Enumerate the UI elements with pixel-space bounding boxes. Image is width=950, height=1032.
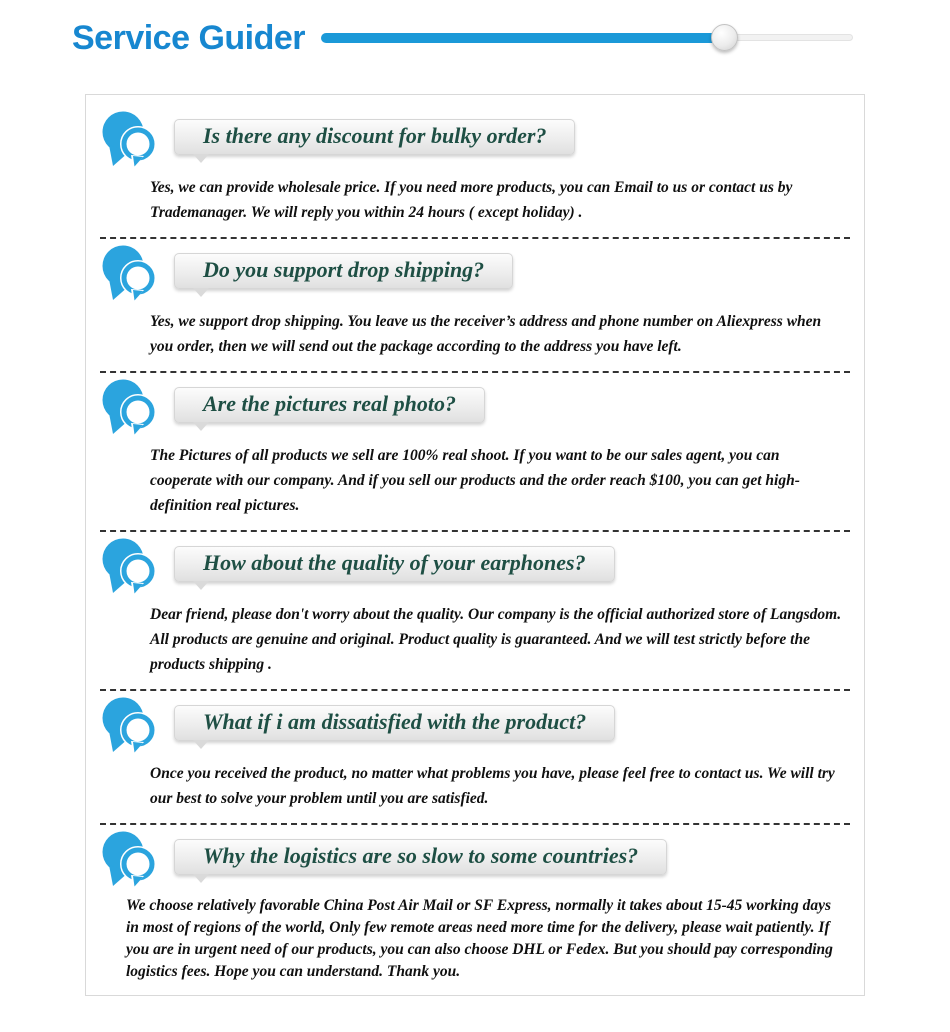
answer-text: Yes, we can provide wholesale price. If you need more products, you can Email to us or contact us by Trademanager. We will reply you within 24 hours ( except holiday) . <box>150 179 793 221</box>
answer-text: Yes, we support drop shipping. You leave us the receiver’s address and phone number on Aliexpress when you order, then we will send out the package according to the address you have left. <box>150 313 822 355</box>
answer-text: The Pictures of all products we sell are 100% real shoot. If you want to be our sales agent, you can cooperate with our company. And if you sell our products and the order reach $100, you can get high-definition real pictures. <box>150 447 800 514</box>
speech-tail-icon <box>193 874 209 883</box>
question-text: What if i am dissatisfied with the product? <box>203 709 587 734</box>
faq-item-header <box>100 538 850 596</box>
chat-bubbles-icon <box>100 245 160 303</box>
faq-panel <box>85 94 865 996</box>
chat-bubbles-icon <box>100 111 160 169</box>
faq-item-header <box>100 245 850 303</box>
slider-knob[interactable] <box>711 24 738 51</box>
answer-text: Dear friend, please don't worry about the quality. Our company is the official authorized store of Langsdom. All products are genuine and original. Product quality is guaranteed. And we will test strictly before the products shipping . <box>150 606 842 673</box>
chat-bubbles-icon <box>100 831 160 889</box>
answer-text: We choose relatively favorable China Post Air Mail or SF Express, normally it takes about 15-45 working days in most of regions of the world, Only few remote areas need more time for the delivery, please wait patiently. If you are in urgent need of our products, you can also choose DHL or Fedex. But you should pay corresponding logistics fees. Hope you can understand. Thank you. <box>126 897 833 980</box>
speech-tail-icon <box>193 422 209 431</box>
question-bubble-bar <box>174 839 667 875</box>
chat-bubbles-icon <box>100 697 160 755</box>
header <box>0 0 950 60</box>
answer-text: Once you received the product, no matter what problems you have, please feel free to contact us. We will try our best to solve your problem until you are satisfied. <box>150 765 835 807</box>
question-text: Are the pictures real photo? <box>203 391 457 416</box>
question-bubble-bar <box>174 705 615 741</box>
speech-tail-icon <box>193 740 209 749</box>
faq-item-header <box>100 111 850 169</box>
page-title: Service Guider <box>72 18 306 57</box>
slider-filled-track <box>321 33 714 43</box>
faq-item <box>100 373 850 532</box>
question-bubble-bar <box>174 546 615 582</box>
faq-item-header <box>100 831 850 889</box>
speech-tail-icon <box>193 154 209 163</box>
faq-item <box>100 825 850 995</box>
question-bubble-bar <box>174 387 485 423</box>
chat-bubbles-icon <box>100 538 160 596</box>
question-text: How about the quality of your earphones? <box>203 550 586 575</box>
faq-item <box>100 239 850 373</box>
speech-tail-icon <box>193 288 209 297</box>
speech-tail-icon <box>193 581 209 590</box>
faq-item <box>100 532 850 691</box>
faq-item <box>100 105 850 239</box>
question-bubble-bar <box>174 119 575 155</box>
faq-item-header <box>100 379 850 437</box>
slider-empty-track <box>725 34 853 41</box>
question-text: Do you support drop shipping? <box>203 257 485 282</box>
faq-item-header <box>100 697 850 755</box>
faq-item <box>100 691 850 825</box>
header-slider[interactable] <box>321 23 853 53</box>
question-bubble-bar <box>174 253 513 289</box>
chat-bubbles-icon <box>100 379 160 437</box>
question-text: Is there any discount for bulky order? <box>203 123 547 148</box>
question-text: Why the logistics are so slow to some countries? <box>203 843 639 868</box>
